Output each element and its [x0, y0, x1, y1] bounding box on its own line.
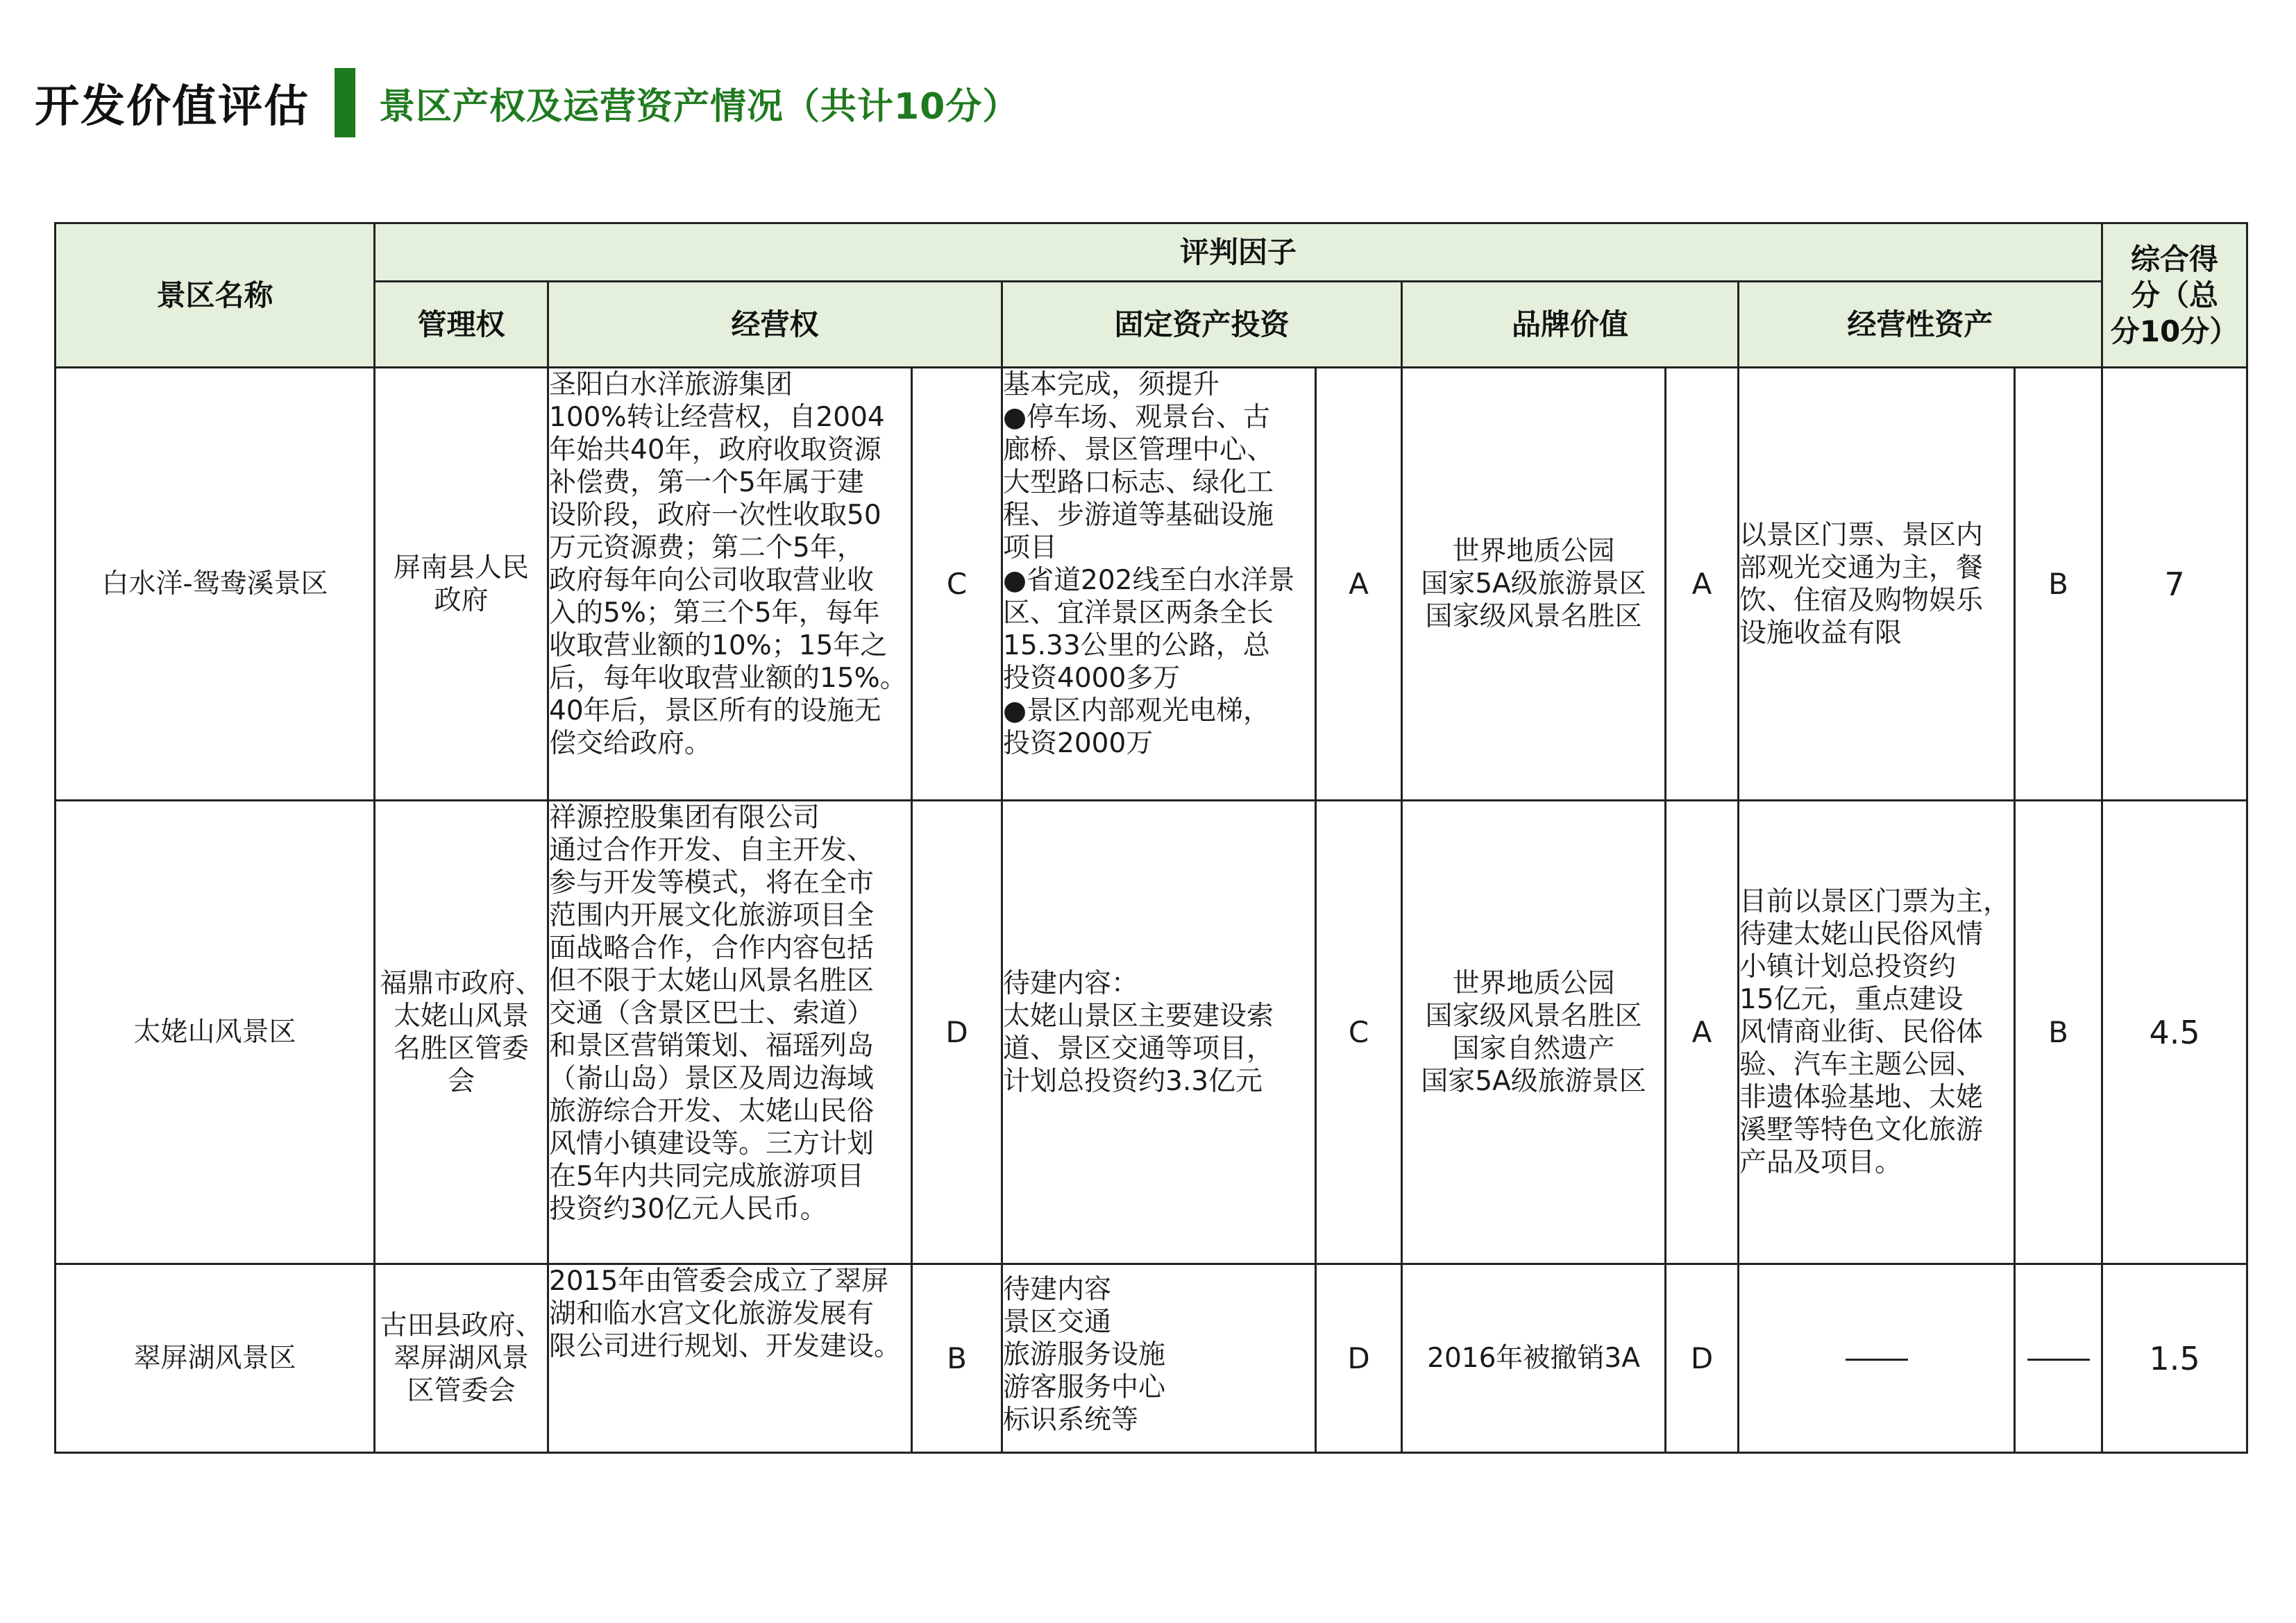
- text-line: 但不限于太姥山风景名胜区: [549, 965, 875, 996]
- text-line: 待建太姥山民俗风情: [1739, 919, 1984, 950]
- total-score: 1.5: [2102, 1264, 2247, 1453]
- header-row-1: [56, 223, 2247, 282]
- text-line: 投资2000万: [1003, 728, 1154, 759]
- text-line: 项目: [1003, 532, 1058, 563]
- text-line: 设施收益有限: [1739, 617, 1902, 649]
- text-line: 15亿元，重点建设: [1739, 984, 1964, 1015]
- text-line: 风情小镇建设等。三方计划: [549, 1128, 875, 1159]
- scenic-name-cell: 白水洋-鸳鸯溪景区: [56, 368, 375, 801]
- text-line: 世界地质公园: [1452, 536, 1615, 567]
- brand-grade: D: [1666, 1264, 1739, 1453]
- text-line: 翠屏湖风景: [393, 1343, 529, 1374]
- text-line: 国家5A级旅游景区: [1421, 568, 1646, 600]
- investment-grade: A: [1316, 368, 1402, 801]
- table-row: [56, 1264, 2247, 1453]
- text-line: 福鼎市政府、: [380, 967, 543, 999]
- text-line: 投资约30亿元人民币。: [549, 1193, 827, 1225]
- text-line: 交通（含景区巴士、索道）: [549, 998, 875, 1029]
- text-line: 国家级风景名胜区: [1425, 1000, 1642, 1032]
- text-line: ●省道202线至白水洋景: [1003, 565, 1295, 596]
- text-line: 在5年内共同完成旅游项目: [549, 1161, 864, 1192]
- operation-cell: [548, 368, 912, 801]
- text-line: 年始共40年，政府收取资源: [549, 434, 881, 466]
- text-line: 政府: [434, 584, 489, 616]
- text-line: 溪墅等特色文化旅游: [1739, 1114, 1984, 1146]
- page-subtitle: 景区产权及运营资产情况（共计10分）: [379, 85, 1020, 128]
- table-row: [56, 368, 2247, 801]
- text-line: 15.33公里的公路，总: [1003, 630, 1270, 661]
- brand-cell: [1402, 801, 1666, 1264]
- text-line: 国家5A级旅游景区: [1421, 1065, 1646, 1097]
- text-line: 旅游服务设施: [1003, 1339, 1166, 1370]
- text-line: 收取营业额的10%；15年之: [549, 630, 888, 661]
- text-line: 分10分）: [2110, 314, 2239, 348]
- empty-dash: [2027, 1359, 2090, 1361]
- text-line: 待建内容：: [1003, 967, 1139, 999]
- header-row-2: [56, 282, 2247, 368]
- assets-grade-empty: [2015, 1264, 2102, 1453]
- text-line: 2015年由管委会成立了翠屏: [549, 1266, 889, 1297]
- text-line: 会: [447, 1065, 475, 1097]
- text-line: 产品及项目。: [1739, 1147, 1902, 1178]
- text-line: 政府每年向公司收取营业收: [549, 565, 875, 596]
- text-line: 区、宜洋景区两条全长: [1003, 597, 1274, 629]
- text-line: 设阶段，政府一次性收取50: [549, 500, 881, 531]
- operation-cell: [548, 801, 912, 1264]
- text-line: 区管委会: [407, 1375, 516, 1407]
- assets-grade: B: [2015, 368, 2102, 801]
- text-line: 太姥山景区主要建设索: [1003, 1000, 1274, 1032]
- text-line: 范围内开展文化旅游项目全: [549, 900, 875, 931]
- text-line: 面战略合作，合作内容包括: [549, 933, 875, 964]
- text-line: 屏南县人民: [393, 552, 529, 584]
- assets-cell-empty: [1739, 1264, 2015, 1453]
- header-operation: 经营权: [548, 282, 1002, 368]
- text-line: 投资4000多万: [1003, 663, 1181, 694]
- assets-grade: B: [2015, 801, 2102, 1264]
- text-line: 计划总投资约3.3亿元: [1003, 1065, 1263, 1097]
- assets-cell: [1739, 368, 2015, 801]
- operation-grade: C: [912, 368, 1002, 801]
- text-line: 分（总: [2131, 278, 2219, 312]
- investment-cell: [1002, 1264, 1316, 1453]
- text-line: 旅游综合开发、太姥山民俗: [549, 1096, 875, 1127]
- scenic-name-cell: 翠屏湖风景区: [56, 1264, 375, 1453]
- text-line: 非遗体验基地、太姥: [1739, 1082, 1984, 1113]
- text-line: 饮、住宿及购物娱乐: [1739, 584, 1984, 616]
- text-line: 验、汽车主题公园、: [1739, 1049, 1984, 1080]
- text-line: 综合得: [2131, 241, 2219, 276]
- page-header: [35, 67, 1019, 139]
- brand-grade: A: [1666, 801, 1739, 1264]
- text-line: 古田县政府、: [380, 1310, 543, 1341]
- header-assets: 经营性资产: [1739, 282, 2102, 368]
- text-line: 后，每年收取营业额的15%。: [549, 663, 907, 694]
- text-line: 标识系统等: [1003, 1404, 1139, 1436]
- total-score: 4.5: [2102, 801, 2247, 1264]
- text-line: 100%转让经营权，自2004: [549, 402, 885, 433]
- text-line: ●景区内部观光电梯，: [1003, 695, 1271, 726]
- text-line: 和景区营销策划、福瑶列岛: [549, 1030, 875, 1062]
- text-line: 国家级风景名胜区: [1425, 601, 1642, 632]
- investment-grade: C: [1316, 801, 1402, 1264]
- header-management: 管理权: [375, 282, 548, 368]
- operation-cell: [548, 1264, 912, 1453]
- text-line: 圣阳白水洋旅游集团: [549, 369, 793, 400]
- text-line: 入的5%；第三个5年，每年: [549, 597, 880, 629]
- text-line: 补偿费，第一个5年属于建: [549, 467, 864, 498]
- page-title: 开发价值评估: [35, 81, 310, 133]
- header-investment: 固定资产投资: [1002, 282, 1402, 368]
- text-line: 道、景区交通等项目，: [1003, 1033, 1274, 1064]
- text-line: 太姥山风景: [393, 1000, 529, 1032]
- title-divider-bar: [335, 68, 355, 137]
- text-line: 基本完成，须提升: [1003, 369, 1220, 400]
- assessment-table: [54, 222, 2248, 1454]
- assets-cell: [1739, 801, 2015, 1264]
- text-line: （嵛山岛）景区及周边海域: [549, 1063, 875, 1094]
- text-line: 大型路口标志、绿化工: [1003, 467, 1274, 498]
- text-line: 风情商业街、民俗体: [1739, 1017, 1984, 1048]
- text-line: 万元资源费；第二个5年，: [549, 532, 864, 563]
- header-factors: 评判因子: [375, 223, 2102, 282]
- text-line: 国家自然遗产: [1452, 1033, 1615, 1064]
- brand-cell: [1402, 368, 1666, 801]
- operation-grade: B: [912, 1264, 1002, 1453]
- total-score: 7: [2102, 368, 2247, 801]
- text-line: ●停车场、观景台、古: [1003, 402, 1271, 433]
- empty-dash: [1846, 1359, 1908, 1361]
- text-line: 湖和临水宫文化旅游发展有: [549, 1298, 875, 1329]
- text-line: 世界地质公园: [1452, 967, 1615, 999]
- brand-grade: A: [1666, 368, 1739, 801]
- text-line: 40年后，景区所有的设施无: [549, 695, 881, 726]
- text-line: 2016年被撤销3A: [1427, 1343, 1640, 1374]
- text-line: 部观光交通为主，餐: [1739, 552, 1984, 584]
- operation-grade: D: [912, 801, 1002, 1264]
- header-scenic-name: 景区名称: [56, 223, 375, 368]
- investment-cell: [1002, 368, 1316, 801]
- text-line: 景区交通: [1003, 1307, 1112, 1338]
- text-line: 游客服务中心: [1003, 1372, 1166, 1403]
- text-line: 小镇计划总投资约: [1739, 951, 1957, 983]
- investment-cell: [1002, 801, 1316, 1264]
- scenic-name-cell: 太姥山风景区: [56, 801, 375, 1264]
- header-total-score: [2102, 223, 2247, 368]
- brand-cell: [1402, 1264, 1666, 1453]
- header-brand: 品牌价值: [1402, 282, 1739, 368]
- text-line: 程、步游道等基础设施: [1003, 500, 1274, 531]
- text-line: 名胜区管委: [393, 1033, 529, 1064]
- investment-grade: D: [1316, 1264, 1402, 1453]
- text-line: 廊桥、景区管理中心、: [1003, 434, 1274, 466]
- text-line: 目前以景区门票为主，: [1739, 886, 2011, 917]
- management-cell: [375, 368, 548, 801]
- text-line: 偿交给政府。: [549, 728, 712, 759]
- text-line: 限公司进行规划、开发建设。: [549, 1331, 902, 1362]
- management-cell: [375, 801, 548, 1264]
- text-line: 以景区门票、景区内: [1739, 519, 1984, 551]
- management-cell: [375, 1264, 548, 1453]
- text-line: 通过合作开发、自主开发、: [549, 835, 875, 866]
- text-line: 祥源控股集团有限公司: [549, 802, 820, 833]
- table-row: [56, 801, 2247, 1264]
- text-line: 待建内容: [1003, 1274, 1112, 1305]
- text-line: 参与开发等模式，将在全市: [549, 867, 875, 899]
